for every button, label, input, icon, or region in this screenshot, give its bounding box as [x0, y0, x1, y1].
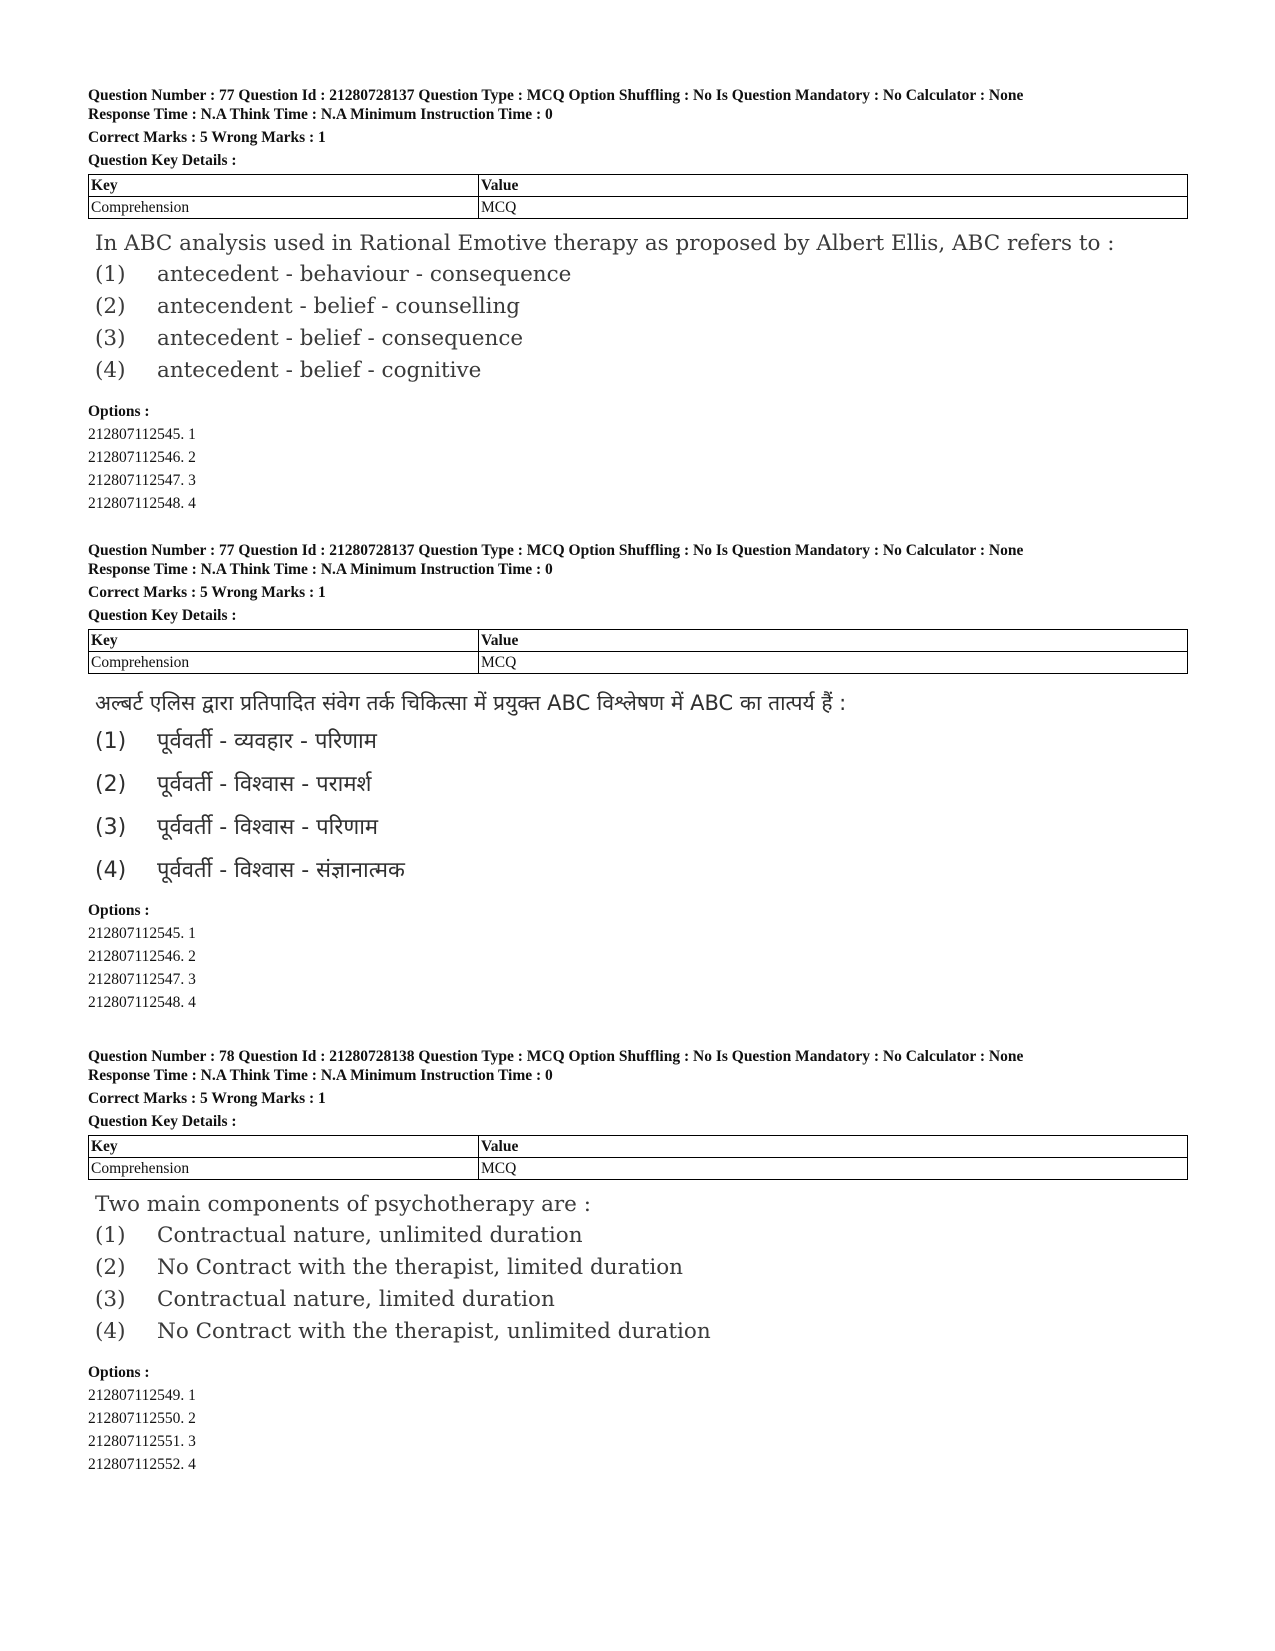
choice-text: Contractual nature, unlimited duration	[157, 1223, 583, 1248]
question-block	[88, 86, 1188, 515]
choice-item	[95, 1220, 1188, 1252]
table-cell-key: Comprehension	[89, 652, 479, 674]
choice-item	[95, 1252, 1188, 1284]
table-header-row	[89, 1136, 1188, 1158]
choice-item	[95, 291, 1188, 323]
option-id: 212807112548. 4	[88, 994, 196, 1011]
option-id: 212807112545. 1	[88, 925, 196, 942]
option-id: 212807112549. 1	[88, 1387, 196, 1404]
choice-number: (3)	[95, 815, 127, 840]
question-timing-line: Response Time : N.A Think Time : N.A Minimum Instruction Time : 0	[88, 1067, 553, 1084]
choice-number: (2)	[95, 294, 126, 319]
key-details-label: Question Key Details :	[88, 152, 237, 169]
marks-line: Correct Marks : 5 Wrong Marks : 1	[88, 1090, 326, 1107]
option-id: 212807112546. 2	[88, 449, 196, 466]
options-label: Options :	[88, 403, 150, 420]
choice-text: पूर्ववर्ती - व्यवहार - परिणाम	[157, 729, 377, 754]
option-id: 212807112548. 4	[88, 495, 196, 512]
question-meta-line: Question Number : 77 Question Id : 21280728137 Question Type : MCQ Option Shuffling : No Is Question Mandatory : No Calculator : None	[88, 87, 1024, 104]
table-row	[89, 197, 1188, 219]
option-id: 212807112547. 3	[88, 971, 196, 988]
table-header-row	[89, 175, 1188, 197]
option-id: 212807112550. 2	[88, 1410, 196, 1427]
option-id: 212807112547. 3	[88, 472, 196, 489]
table-header-row	[89, 630, 1188, 652]
options-label: Options :	[88, 902, 150, 919]
choice-text: पूर्ववर्ती - विश्वास - परामर्श	[157, 772, 372, 797]
question-stem: Two main components of psychotherapy are :	[95, 1192, 591, 1217]
choice-text: antecedent - belief - consequence	[157, 326, 524, 351]
option-id: 212807112546. 2	[88, 948, 196, 965]
choice-number: (4)	[95, 358, 126, 383]
key-details-table	[88, 629, 1188, 674]
option-id: 212807112545. 1	[88, 426, 196, 443]
options-label: Options :	[88, 1364, 150, 1381]
key-details-table	[88, 174, 1188, 219]
choice-item	[95, 763, 1188, 806]
table-header-key: Key	[89, 1136, 479, 1158]
choice-number: (4)	[95, 1319, 126, 1344]
question-stem: In ABC analysis used in Rational Emotive therapy as proposed by Albert Ellis, ABC refers to :	[95, 231, 1115, 256]
choice-number: (2)	[95, 1255, 126, 1280]
table-header-value: Value	[479, 1136, 1188, 1158]
marks-line: Correct Marks : 5 Wrong Marks : 1	[88, 129, 326, 146]
question-stem: अल्बर्ट एलिस द्वारा प्रतिपादित संवेग तर्क चिकित्सा में प्रयुक्त ABC विश्लेषण में ABC का तात्पर्य हैं :	[95, 691, 847, 715]
table-cell-key: Comprehension	[89, 1158, 479, 1180]
table-header-value: Value	[479, 175, 1188, 197]
option-id: 212807112552. 4	[88, 1456, 196, 1473]
table-header-value: Value	[479, 630, 1188, 652]
choice-number: (1)	[95, 262, 126, 287]
choice-number: (3)	[95, 1287, 126, 1312]
key-details-label: Question Key Details :	[88, 1113, 237, 1130]
choice-number: (2)	[95, 772, 127, 797]
question-timing-line: Response Time : N.A Think Time : N.A Minimum Instruction Time : 0	[88, 106, 553, 123]
table-cell-value: MCQ	[479, 1158, 1188, 1180]
choice-item	[95, 806, 1188, 849]
choice-number: (1)	[95, 729, 127, 754]
table-cell-key: Comprehension	[89, 197, 479, 219]
choice-number: (1)	[95, 1223, 126, 1248]
choice-text: antecedent - belief - cognitive	[157, 358, 482, 383]
key-details-table	[88, 1135, 1188, 1180]
question-timing-line: Response Time : N.A Think Time : N.A Minimum Instruction Time : 0	[88, 561, 553, 578]
choice-text: No Contract with the therapist, limited duration	[157, 1255, 684, 1280]
question-block	[88, 541, 1188, 1014]
table-cell-value: MCQ	[479, 652, 1188, 674]
table-header-key: Key	[89, 630, 479, 652]
choice-item	[95, 720, 1188, 763]
choice-item	[95, 355, 1188, 387]
choice-number: (3)	[95, 326, 126, 351]
choice-text: पूर्ववर्ती - विश्वास - संज्ञानात्मक	[157, 858, 405, 883]
table-header-key: Key	[89, 175, 479, 197]
table-row	[89, 652, 1188, 674]
choice-text: Contractual nature, limited duration	[157, 1287, 555, 1312]
choice-number: (4)	[95, 858, 127, 883]
table-row	[89, 1158, 1188, 1180]
choice-item	[95, 1316, 1188, 1348]
choice-item	[95, 259, 1188, 291]
choice-text: antecendent - belief - counselling	[157, 294, 521, 319]
table-cell-value: MCQ	[479, 197, 1188, 219]
key-details-label: Question Key Details :	[88, 607, 237, 624]
choice-item	[95, 849, 1188, 892]
choice-text: antecedent - behaviour - consequence	[157, 262, 572, 287]
question-body	[88, 229, 1188, 387]
option-id: 212807112551. 3	[88, 1433, 196, 1450]
choice-text: पूर्ववर्ती - विश्वास - परिणाम	[157, 815, 379, 840]
choice-item	[95, 323, 1188, 355]
choice-text: No Contract with the therapist, unlimited duration	[157, 1319, 711, 1344]
question-body	[88, 686, 1188, 892]
question-meta-line: Question Number : 78 Question Id : 21280728138 Question Type : MCQ Option Shuffling : No Is Question Mandatory : No Calculator : None	[88, 1048, 1024, 1065]
question-block	[88, 1047, 1188, 1476]
marks-line: Correct Marks : 5 Wrong Marks : 1	[88, 584, 326, 601]
question-meta-line: Question Number : 77 Question Id : 21280728137 Question Type : MCQ Option Shuffling : No Is Question Mandatory : No Calculator : None	[88, 542, 1024, 559]
choice-item	[95, 1284, 1188, 1316]
question-body	[88, 1190, 1188, 1348]
